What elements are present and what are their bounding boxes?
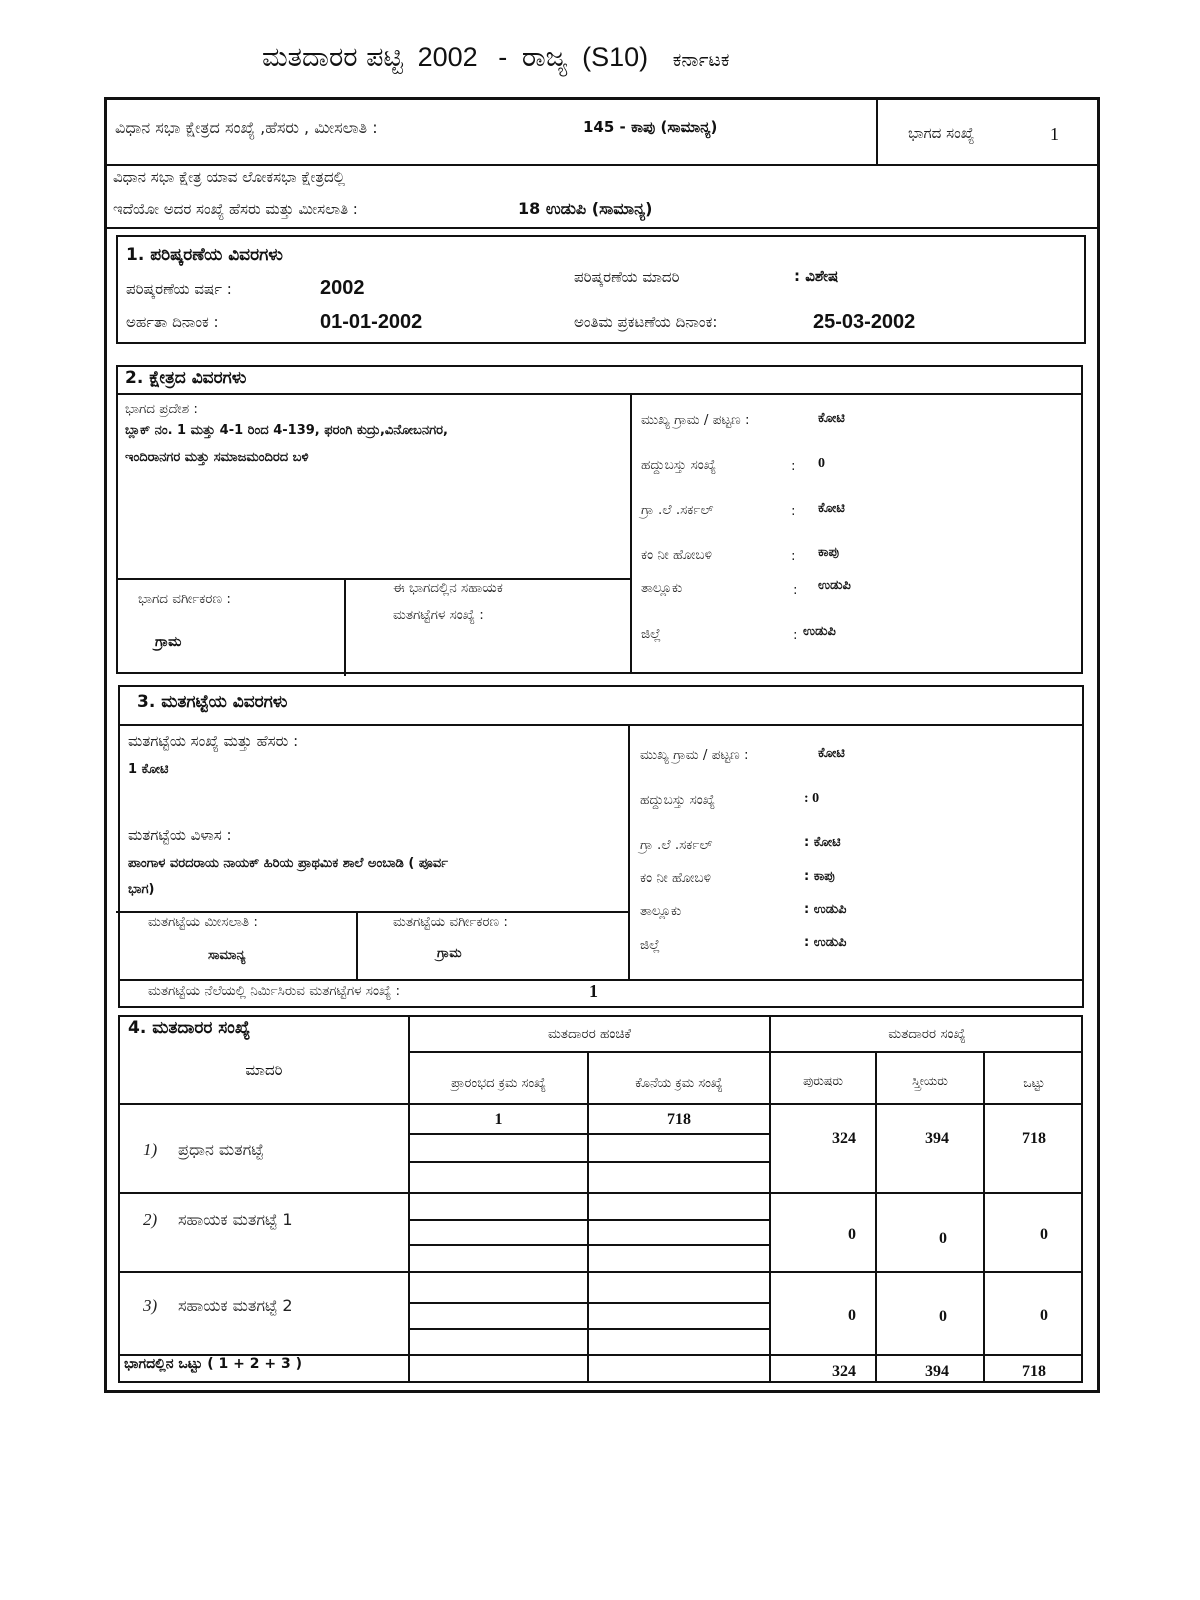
row-start-serial: 1 bbox=[494, 1110, 503, 1128]
divider bbox=[630, 393, 632, 674]
part-number-label: ಭಾಗದ ಸಂಖ್ಯೆ bbox=[908, 124, 975, 142]
divider bbox=[628, 724, 630, 980]
title-state-code: (S10) bbox=[582, 42, 649, 72]
divider bbox=[408, 1133, 769, 1135]
divider bbox=[408, 1161, 769, 1163]
area-label: ಭಾಗದ ಪ್ರದೇಶ : bbox=[125, 401, 198, 417]
revision-year-value: 2002 bbox=[320, 277, 365, 299]
row-female: 0 bbox=[939, 1230, 947, 1247]
divider bbox=[118, 1192, 1083, 1194]
row-total: 0 bbox=[1040, 1307, 1048, 1324]
detail-value: ಉಡುಪಿ bbox=[803, 624, 836, 639]
loksabha-value: 18 ಉಡುಪಿ (ಸಾಮಾನ್ಯ) bbox=[518, 199, 653, 218]
col-header-total: ಒಟ್ಟು bbox=[1023, 1075, 1045, 1090]
same-premises-value: 1 bbox=[589, 981, 598, 1001]
divider bbox=[344, 578, 346, 676]
row-female: 394 bbox=[925, 1130, 949, 1147]
document-title bbox=[262, 42, 729, 74]
row-end-serial: 718 bbox=[667, 1110, 691, 1128]
divider bbox=[118, 1271, 1083, 1273]
station-address-line2: ಭಾಗ) bbox=[128, 882, 155, 897]
aux-stations-label-line2: ಮತಗಟ್ಟೆಗಳ ಸಂಖ್ಯೆ : bbox=[393, 607, 484, 623]
row-index: 1) bbox=[143, 1140, 158, 1159]
loksabha-label-line2: ಇದೆಯೋ ಅದರ ಸಂಖ್ಯೆ ಹೆಸರು ಮತ್ತು ಮೀಸಲಾತಿ : bbox=[113, 200, 358, 218]
distribution-header: ಮತದಾರರ ಹಂಚಿಕೆ bbox=[547, 1026, 632, 1042]
detail-label: ಮುಖ್ಯ ಗ್ರಾಮ / ಪಟ್ಟಣ : bbox=[641, 412, 750, 428]
station-no-name-label: ಮತಗಟ್ಟೆಯ ಸಂಖ್ಯೆ ಮತ್ತು ಹೆಸರು : bbox=[128, 732, 299, 750]
divider bbox=[106, 164, 1098, 166]
divider bbox=[118, 979, 1084, 981]
qualifying-date-value: 01-01-2002 bbox=[320, 311, 423, 333]
title-prefix: ಮತದಾರರ ಪಟ್ಟಿ bbox=[262, 42, 403, 73]
divider bbox=[118, 1103, 1083, 1105]
station-address-label: ಮತಗಟ್ಟೆಯ ವಿಳಾಸ : bbox=[128, 826, 232, 844]
title-state-name: ಕರ್ನಾಟಕ bbox=[672, 49, 730, 71]
row-total: 0 bbox=[1040, 1226, 1048, 1243]
detail-label: ತಾಲ್ಲೂಕು bbox=[640, 903, 682, 919]
section3-heading: 3. ಮತಗಟ್ಟೆಯ ವಿವರಗಳು bbox=[137, 692, 288, 712]
row-label: ಸಹಾಯಕ ಮತಗಟ್ಟೆ 2 bbox=[178, 1296, 293, 1315]
row-male: 0 bbox=[848, 1226, 856, 1243]
col-header-start-serial: ಪ್ರಾರಂಭದ ಕ್ರಮ ಸಂಖ್ಯೆ bbox=[451, 1075, 546, 1091]
count-header: ಮತದಾರರ ಸಂಖ್ಯೆ bbox=[888, 1026, 966, 1042]
detail-label: ಕಂ ನೀ ಹೋಬಳಿ bbox=[641, 547, 712, 563]
assembly-value: 145 - ಕಾಪು (ಸಾಮಾನ್ಯ) bbox=[583, 118, 718, 136]
col-header-male: ಪುರುಷರು bbox=[803, 1073, 843, 1088]
area-line1: ಬ್ಲಾಕ್ ನಂ. 1 ಮತ್ತು 4-1 ರಿಂದ 4-139, ಫರಂಗಿ ಕುದ್ರು,ವಿನೋಬನಗರ, bbox=[125, 423, 448, 438]
detail-value: : ಉಡುಪಿ bbox=[804, 902, 847, 917]
divider bbox=[116, 578, 630, 580]
detail-label: ತಾಲ್ಲೂಕು bbox=[641, 580, 683, 596]
detail-value: : ಕೋಟಿ bbox=[804, 835, 841, 850]
row-total: 718 bbox=[1022, 1130, 1046, 1147]
final-publication-label: ಅಂತಿಮ ಪ್ರಕಟಣೆಯ ದಿನಾಂಕ: bbox=[574, 313, 718, 331]
col-header-end-serial: ಕೊನೆಯ ಕ್ರಮ ಸಂಖ್ಯೆ bbox=[635, 1075, 723, 1091]
detail-value: ಕಾಪು bbox=[818, 545, 840, 560]
qualifying-date-label: ಅರ್ಹತಾ ದಿನಾಂಕ : bbox=[126, 313, 219, 331]
detail-value: ಉಡುಪಿ bbox=[818, 578, 851, 593]
total-row-label: ಭಾಗದಲ್ಲಿನ ಒಟ್ಟು ( 1 + 2 + 3 ) bbox=[124, 1356, 302, 1372]
station-classification-value: ಗ್ರಾಮ bbox=[437, 946, 462, 961]
divider bbox=[116, 911, 628, 913]
title-year: 2002 bbox=[417, 42, 478, 72]
row-male: 324 bbox=[832, 1130, 856, 1147]
detail-label: ಗ್ರಾ .ಲೆ .ಸರ್ಕಲ್ bbox=[641, 502, 714, 518]
station-reservation-label: ಮತಗಟ್ಟೆಯ ಮೀಸಲಾತಿ : bbox=[148, 914, 258, 930]
detail-value: ಕೋಟಿ bbox=[818, 411, 845, 426]
colon: : bbox=[791, 503, 796, 519]
detail-value: : 0 bbox=[804, 791, 820, 806]
divider bbox=[356, 911, 358, 980]
detail-value: ಕೋಟಿ bbox=[818, 501, 845, 516]
divider bbox=[118, 724, 1084, 726]
station-no-name-value: 1 ಕೋಟಿ bbox=[128, 762, 169, 777]
section2-heading: 2. ಕ್ಷೇತ್ರದ ವಿವರಗಳು bbox=[125, 368, 247, 388]
station-reservation-value: ಸಾಮಾನ್ಯ bbox=[208, 948, 246, 963]
row-label: ಸಹಾಯಕ ಮತಗಟ್ಟೆ 1 bbox=[178, 1210, 293, 1229]
revision-type-value: : ವಿಶೇಷ bbox=[794, 267, 839, 285]
detail-value: ಕೋಟಿ bbox=[818, 746, 845, 761]
revision-type-label: ಪರಿಷ್ಕರಣೆಯ ಮಾದರಿ bbox=[574, 268, 680, 286]
row-index: 3) bbox=[143, 1296, 158, 1315]
detail-label: ಜಿಲ್ಲೆ bbox=[640, 937, 660, 953]
part-classification-value: ಗ್ರಾಮ bbox=[155, 634, 182, 650]
divider bbox=[106, 227, 1098, 229]
station-address-line1: ಪಾಂಗಾಳ ವರದರಾಯ ನಾಯಕ್ ಹಿರಿಯ ಪ್ರಾಥಮಿಕ ಶಾಲೆ ಅಂಬಾಡಿ ( ಪೂರ್ವ bbox=[128, 856, 448, 871]
total-female: 394 bbox=[925, 1363, 949, 1380]
station-classification-label: ಮತಗಟ್ಟೆಯ ವರ್ಗೀಕರಣ : bbox=[393, 914, 508, 930]
detail-label: ಹದ್ದುಬಸ್ತು ಸಂಖ್ಯೆ bbox=[640, 792, 716, 808]
section-area-details bbox=[116, 365, 1083, 674]
colon: : bbox=[793, 582, 798, 598]
part-number-value: 1 bbox=[1050, 124, 1059, 144]
detail-label: ಜಿಲ್ಲೆ bbox=[641, 626, 661, 642]
colon: : bbox=[791, 458, 796, 474]
divider bbox=[876, 99, 878, 165]
detail-value: : ಕಾಪು bbox=[804, 869, 835, 884]
colon: : bbox=[791, 548, 796, 564]
title-state-label: ರಾಜ್ಯ bbox=[521, 42, 568, 73]
row-index: 2) bbox=[143, 1210, 158, 1229]
col-header-female: ಸ್ತ್ರೀಯರು bbox=[912, 1073, 948, 1088]
same-premises-label: ಮತಗಟ್ಟೆಯ ನೆಲೆಯಲ್ಲಿ ನಿರ್ಮಿಸಿರುವ ಮತಗಟ್ಟೆಗಳ ಸಂಖ್ಯೆ : bbox=[148, 983, 401, 999]
total-male: 324 bbox=[832, 1363, 856, 1380]
row-male: 0 bbox=[848, 1307, 856, 1324]
row-label: ಪ್ರಧಾನ ಮತಗಟ್ಟೆ bbox=[178, 1140, 264, 1159]
divider bbox=[875, 1051, 877, 1383]
final-publication-value: 25-03-2002 bbox=[813, 311, 916, 333]
revision-year-label: ಪರಿಷ್ಕರಣೆಯ ವರ್ಷ : bbox=[126, 280, 232, 298]
area-line2: ಇಂದಿರಾನಗರ ಮತ್ತು ಸಮಾಜಮಂದಿರದ ಬಳಿ bbox=[125, 450, 309, 465]
loksabha-label-line1: ವಿಧಾನ ಸಭಾ ಕ್ಷೇತ್ರ ಯಾವ ಲೋಕಸಭಾ ಕ್ಷೇತ್ರದಲ್ಲಿ bbox=[113, 168, 345, 186]
title-separator: - bbox=[498, 42, 508, 72]
aux-stations-label-line1: ಈ ಭಾಗದಲ್ಲಿನ ಸಹಾಯಕ bbox=[393, 580, 503, 596]
detail-label: ಹದ್ದುಬಸ್ತು ಸಂಖ್ಯೆ bbox=[641, 457, 717, 473]
colon: : bbox=[793, 627, 798, 643]
divider bbox=[408, 1219, 769, 1221]
row-female: 0 bbox=[939, 1308, 947, 1325]
detail-value: : ಉಡುಪಿ bbox=[804, 935, 847, 950]
divider bbox=[408, 1302, 769, 1304]
detail-value: 0 bbox=[818, 456, 825, 471]
section4-heading: 4. ಮತದಾರರ ಸಂಖ್ಯೆ bbox=[128, 1018, 251, 1038]
total-total: 718 bbox=[1022, 1363, 1046, 1380]
detail-label: ಗ್ರಾ .ಲೆ .ಸರ್ಕಲ್ bbox=[640, 837, 713, 853]
assembly-label: ವಿಧಾನ ಸಭಾ ಕ್ಷೇತ್ರದ ಸಂಖ್ಯೆ ,ಹೆಸರು , ಮೀಸಲಾತಿ : bbox=[115, 118, 378, 137]
divider bbox=[408, 1328, 769, 1330]
divider bbox=[408, 1051, 1083, 1053]
col-header-type: ಮಾದರಿ bbox=[245, 1061, 283, 1079]
detail-label: ಕಂ ನೀ ಹೋಬಳಿ bbox=[640, 870, 711, 886]
divider bbox=[116, 393, 1083, 395]
detail-label: ಮುಖ್ಯ ಗ್ರಾಮ / ಪಟ್ಟಣ : bbox=[640, 747, 749, 763]
part-classification-label: ಭಾಗದ ವರ್ಗೀಕರಣ : bbox=[138, 591, 231, 607]
divider bbox=[408, 1244, 769, 1246]
section1-heading: 1. ಪರಿಷ್ಕರಣೆಯ ವಿವರಗಳು bbox=[126, 245, 283, 265]
